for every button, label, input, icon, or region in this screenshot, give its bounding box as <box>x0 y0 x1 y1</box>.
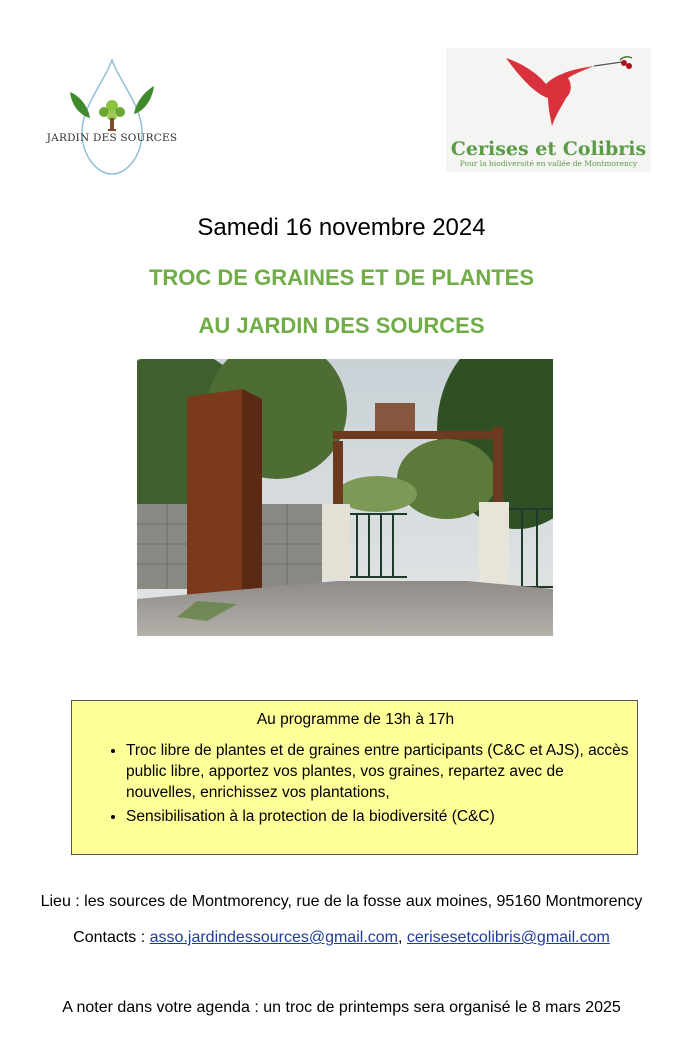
jardin-des-sources-logo-text: JARDIN DES SOURCES <box>46 132 178 144</box>
contacts-line <box>0 929 683 947</box>
program-item-troc: • Troc libre de plantes et de graines entre participants (C&C et AJS), accès public libre, apportez vos plantes, vos graines, repartez avec de nouvelles, enrichissez vos plantations, <box>126 740 631 803</box>
program-item-sensibilisation: • Sensibilisation à la protection de la biodiversité (C&C) <box>126 806 631 827</box>
email-link-cerises-et-colibris[interactable]: cerisesetcolibris@gmail.com <box>406 929 610 946</box>
event-title-line2: AU JARDIN DES SOURCES <box>198 313 485 338</box>
event-date: Samedi 16 novembre 2024 <box>197 214 486 241</box>
program-heading: Au programme de 13h à 17h <box>256 711 455 728</box>
program-list <box>96 731 631 827</box>
water-drop-tree-icon <box>42 52 182 178</box>
cerises-et-colibris-brand: Cerises et Colibris <box>450 138 647 160</box>
event-title-line1: TROC DE GRAINES ET DE PLANTES <box>148 265 535 290</box>
contacts-separator: , <box>397 929 407 946</box>
garden-entrance-photo <box>137 359 553 636</box>
cerises-et-colibris-tagline: Pour la biodiversité en vallée de Montmorency <box>459 159 638 168</box>
hummingbird-icon <box>486 50 636 130</box>
location-line: Lieu : les sources de Montmorency, rue de la fosse aux moines, 95160 Montmorency <box>40 893 643 910</box>
email-link-jardin-des-sources[interactable]: asso.jardindessources@gmail.com <box>149 929 398 946</box>
cerises-et-colibris-logo <box>446 48 651 172</box>
agenda-note: A noter dans votre agenda : un troc de printemps sera organisé le 8 mars 2025 <box>62 999 621 1016</box>
contacts-label: Contacts : <box>73 929 150 946</box>
jardin-des-sources-logo <box>42 52 182 178</box>
program-box <box>71 700 638 855</box>
